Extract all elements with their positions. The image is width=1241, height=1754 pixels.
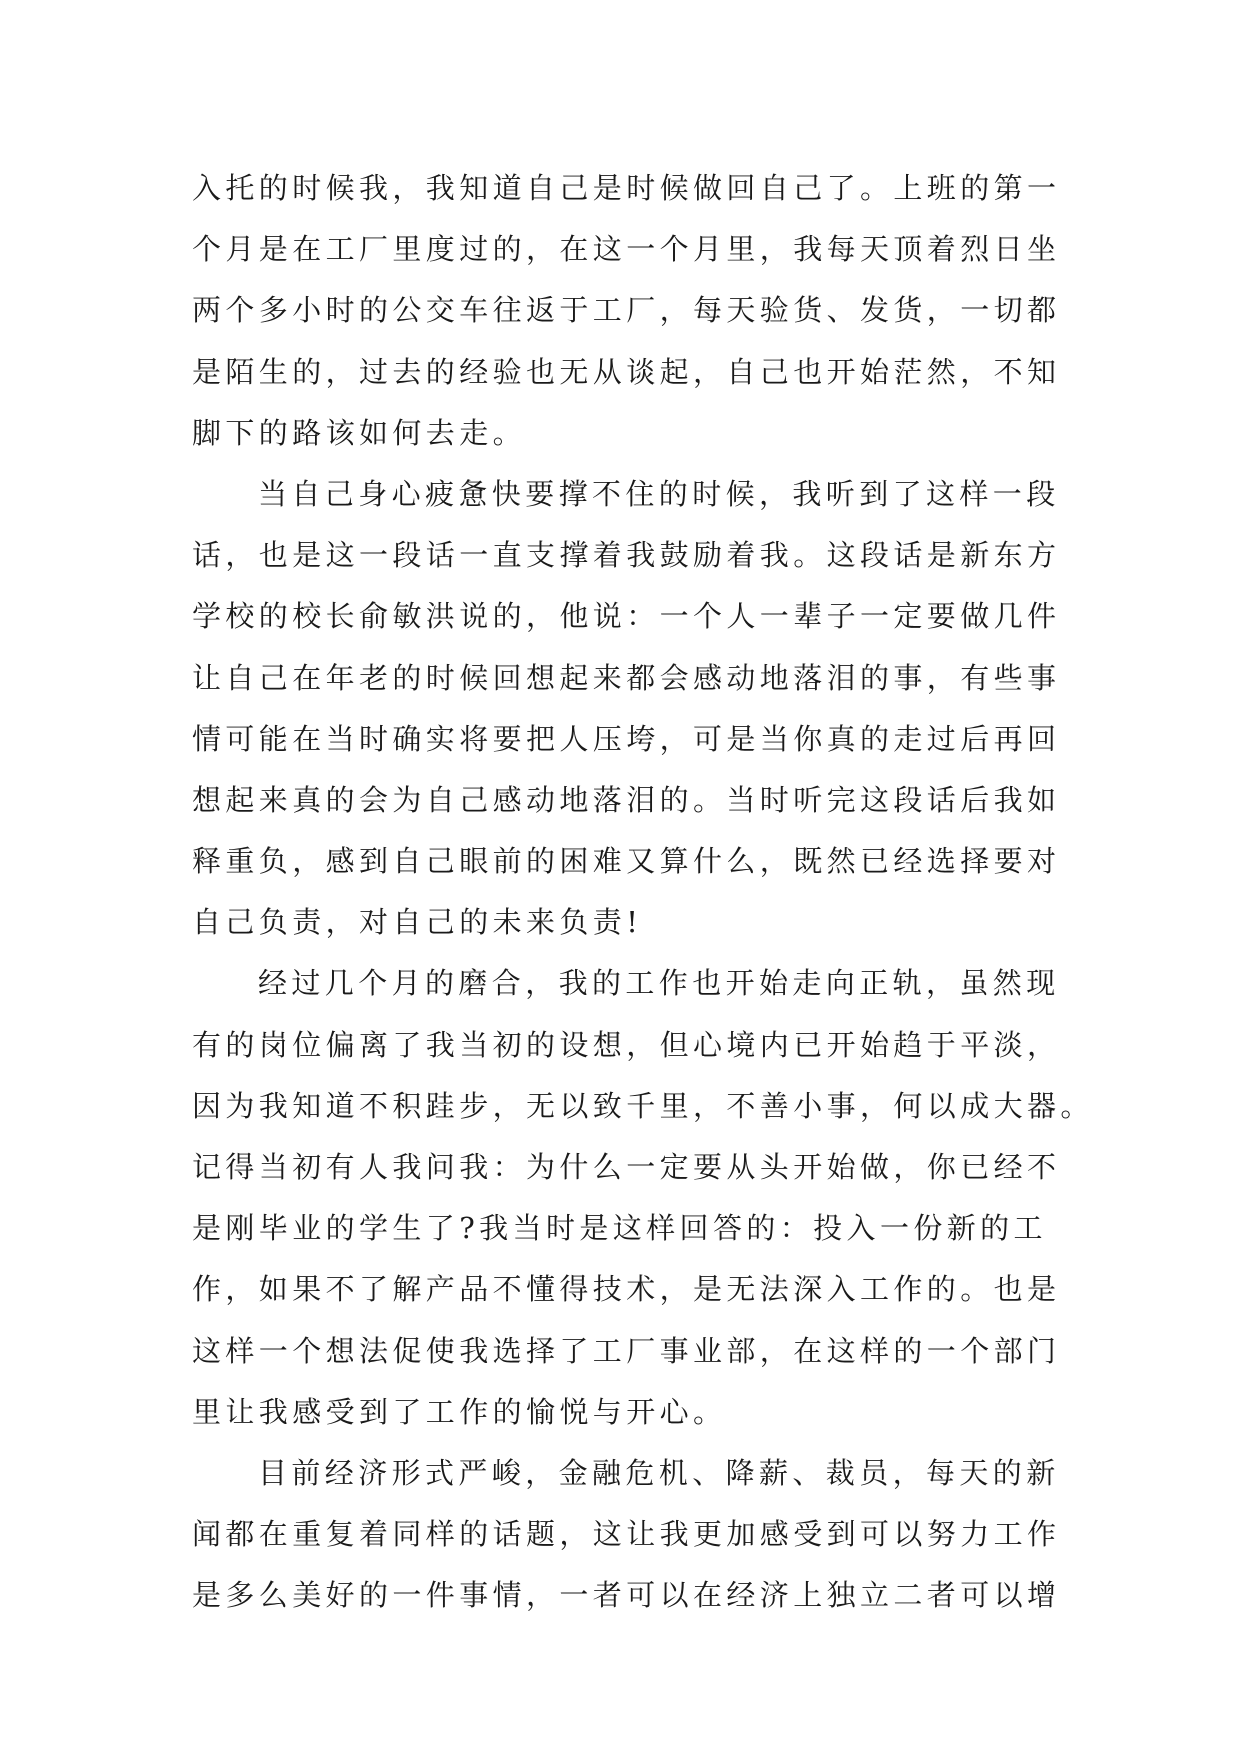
text-line: 经过几个月的磨合，我的工作也开始走向正轨，虽然现 bbox=[258, 966, 1060, 1001]
text-line: 是多么美好的一件事情，一者可以在经济上独立二者可以增 bbox=[192, 1578, 1061, 1613]
text-line: 入托的时候我，我知道自己是时候做回自己了。上班的第一 bbox=[192, 171, 1061, 205]
text-line: 闻都在重复着同样的话题，这让我更加感受到可以努力工作 bbox=[192, 1517, 1061, 1552]
text-line: 情可能在当时确实将要把人压垮，可是当你真的走过后再回 bbox=[192, 721, 1061, 756]
text-line: 个月是在工厂里度过的，在这一个月里，我每天顶着烈日坐 bbox=[192, 232, 1061, 267]
text-line: 话，也是这一段话一直支撑着我鼓励着我。这段话是新东方 bbox=[192, 538, 1061, 573]
text-line: 当自己身心疲惫快要撑不住的时候，我听到了这样一段 bbox=[258, 476, 1060, 511]
text-line: 脚下的路该如何去走。 bbox=[192, 415, 527, 450]
text-line: 想起来真的会为自己感动地落泪的。当时听完这段话后我如 bbox=[192, 782, 1061, 817]
paragraph bbox=[192, 1443, 1072, 1627]
text-line: 有的岗位偏离了我当初的设想，但心境内已开始趋于平淡， bbox=[192, 1027, 1061, 1062]
text-line: 让自己在年老的时候回想起来都会感动地落泪的事，有些事 bbox=[192, 660, 1061, 695]
paragraph bbox=[192, 158, 1072, 464]
document-body bbox=[192, 158, 1094, 1627]
text-line: 因为我知道不积跬步，无以致千里，不善小事，何以成大器。 bbox=[192, 1088, 1094, 1123]
text-line: 这样一个想法促使我选择了工厂事业部，在这样的一个部门 bbox=[192, 1333, 1061, 1368]
text-line: 里让我感受到了工作的愉悦与开心。 bbox=[192, 1394, 727, 1429]
text-line: 目前经济形式严峻，金融危机、降薪、裁员，每天的新 bbox=[258, 1455, 1060, 1490]
paragraph bbox=[192, 464, 1072, 954]
text-line: 是刚毕业的学生了?我当时是这样回答的：投入一份新的工 bbox=[192, 1211, 1047, 1246]
text-line: 两个多小时的公交车往返于工厂，每天验货、发货，一切都 bbox=[192, 293, 1061, 328]
text-line: 释重负，感到自己眼前的困难又算什么，既然已经选择要对 bbox=[192, 844, 1061, 879]
text-line: 自己负责，对自己的未来负责! bbox=[192, 905, 643, 940]
paragraph bbox=[192, 953, 1094, 1443]
text-line: 记得当初有人我问我：为什么一定要从头开始做，你已经不 bbox=[192, 1150, 1061, 1184]
text-line: 是陌生的，过去的经验也无从谈起，自己也开始茫然，不知 bbox=[192, 354, 1061, 389]
text-line: 作，如果不了解产品不懂得技术，是无法深入工作的。也是 bbox=[192, 1272, 1061, 1307]
text-line: 学校的校长俞敏洪说的，他说：一个人一辈子一定要做几件 bbox=[192, 599, 1061, 634]
